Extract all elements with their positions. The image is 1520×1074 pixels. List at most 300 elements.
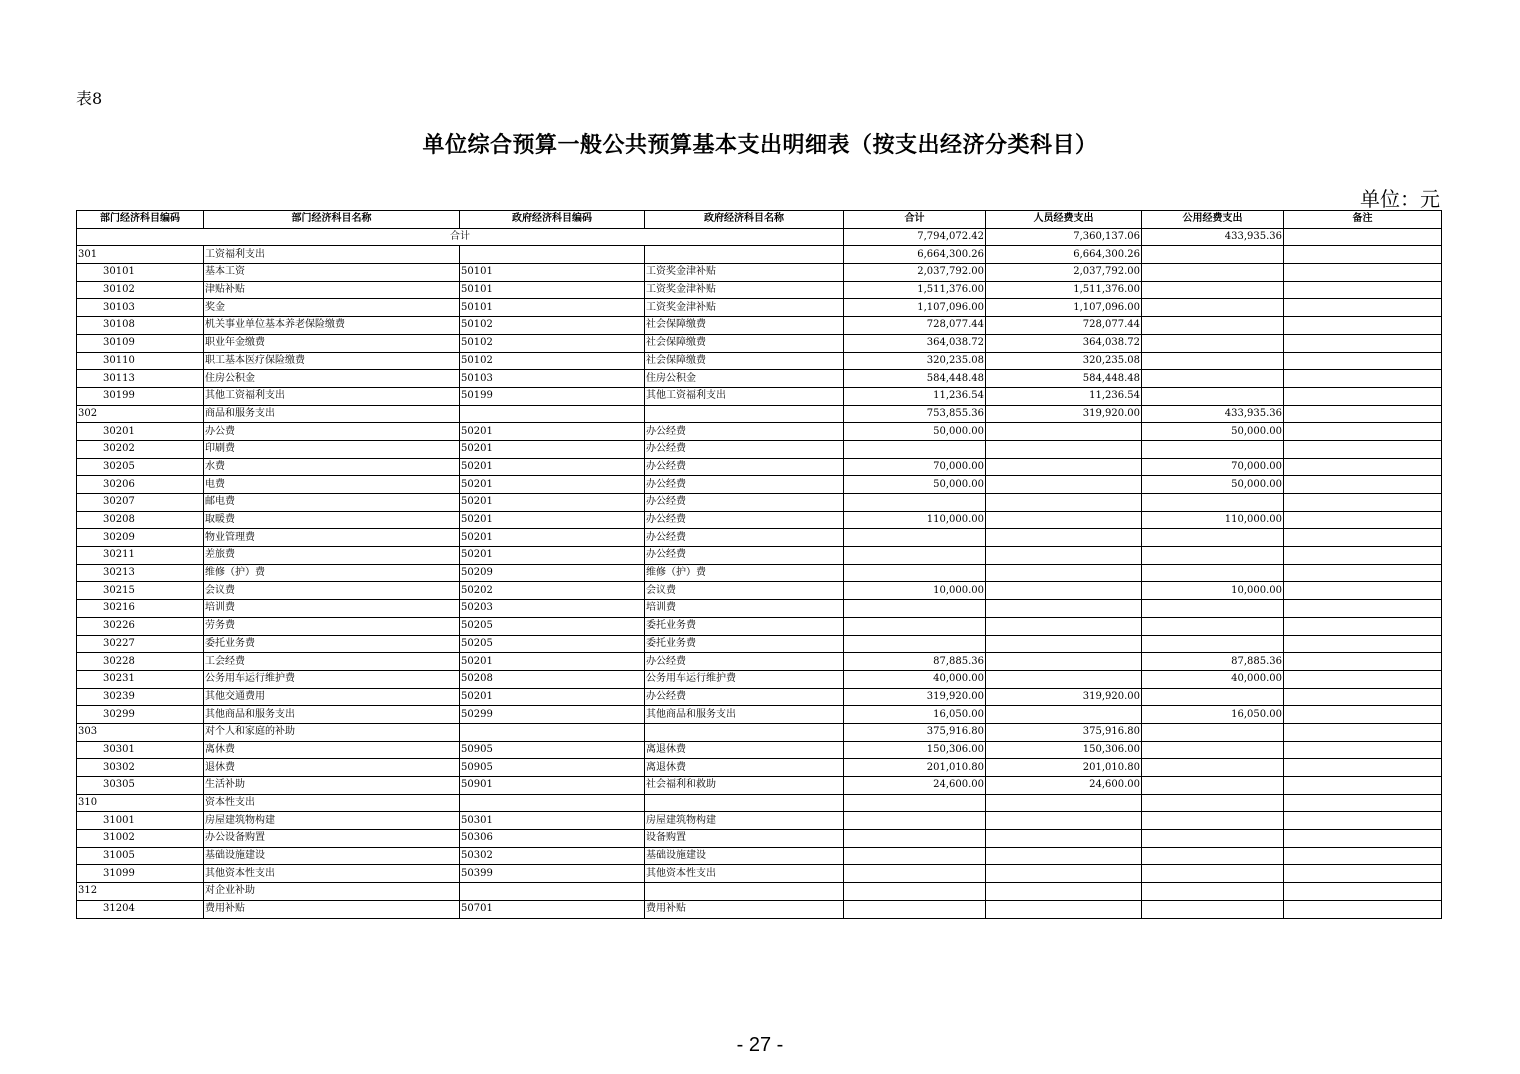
cell-public — [1142, 900, 1284, 918]
table-row — [77, 865, 1442, 883]
cell-gov-code: 50201 — [460, 511, 645, 529]
cell-note — [1284, 777, 1442, 795]
cell-gov-code: 50199 — [460, 387, 645, 405]
cell-gov-name: 房屋建筑物构建 — [645, 812, 844, 830]
cell-personnel — [986, 476, 1142, 494]
table-row — [77, 883, 1442, 901]
cell-gov-code — [460, 246, 645, 264]
cell-dept-code: 30231 — [77, 670, 204, 688]
cell-dept-code: 30239 — [77, 688, 204, 706]
cell-public — [1142, 635, 1284, 653]
cell-note — [1284, 723, 1442, 741]
cell-gov-code: 50701 — [460, 900, 645, 918]
cell-dept-code: 30208 — [77, 511, 204, 529]
cell-note — [1284, 812, 1442, 830]
cell-gov-name: 会议费 — [645, 582, 844, 600]
cell-public: 10,000.00 — [1142, 582, 1284, 600]
cell-dept-code: 30102 — [77, 281, 204, 299]
cell-public: 50,000.00 — [1142, 423, 1284, 441]
cell-total: 6,664,300.26 — [844, 246, 986, 264]
cell-dept-name: 退休费 — [204, 759, 460, 777]
cell-note — [1284, 670, 1442, 688]
cell-public — [1142, 547, 1284, 565]
cell-public — [1142, 723, 1284, 741]
cell-dept-code: 30108 — [77, 317, 204, 335]
cell-total: 40,000.00 — [844, 670, 986, 688]
cell-note — [1284, 423, 1442, 441]
cell-public — [1142, 299, 1284, 317]
cell-personnel: 320,235.08 — [986, 352, 1142, 370]
cell-dept-code: 31204 — [77, 900, 204, 918]
cell-dept-name: 费用补贴 — [204, 900, 460, 918]
cell-dept-code: 30209 — [77, 529, 204, 547]
table-row — [77, 458, 1442, 476]
table-row — [77, 423, 1442, 441]
table-row — [77, 281, 1442, 299]
cell-total: 110,000.00 — [844, 511, 986, 529]
cell-gov-name — [645, 246, 844, 264]
table-row — [77, 440, 1442, 458]
cell-personnel — [986, 635, 1142, 653]
cell-total — [844, 847, 986, 865]
cell-personnel: 319,920.00 — [986, 688, 1142, 706]
cell-note — [1284, 281, 1442, 299]
cell-note — [1284, 494, 1442, 512]
cell-dept-code: 302 — [77, 405, 204, 423]
cell-public — [1142, 741, 1284, 759]
page-number: - 27 - — [736, 1034, 784, 1056]
cell-personnel — [986, 812, 1142, 830]
cell-dept-code: 31099 — [77, 865, 204, 883]
cell-gov-code: 50201 — [460, 440, 645, 458]
cell-gov-name: 其他资本性支出 — [645, 865, 844, 883]
cell-dept-name: 劳务费 — [204, 617, 460, 635]
table-row — [77, 688, 1442, 706]
cell-personnel: 728,077.44 — [986, 317, 1142, 335]
cell-note — [1284, 529, 1442, 547]
cell-personnel — [986, 582, 1142, 600]
cell-dept-code: 30207 — [77, 494, 204, 512]
cell-total: 753,855.36 — [844, 405, 986, 423]
cell-public — [1142, 246, 1284, 264]
cell-total — [844, 494, 986, 512]
table-row — [77, 476, 1442, 494]
cell-note — [1284, 688, 1442, 706]
cell-note — [1284, 706, 1442, 724]
cell-gov-code: 50905 — [460, 741, 645, 759]
table-row — [77, 582, 1442, 600]
cell-dept-code: 31001 — [77, 812, 204, 830]
cell-gov-name: 办公经费 — [645, 547, 844, 565]
cell-note — [1284, 334, 1442, 352]
cell-dept-name: 电费 — [204, 476, 460, 494]
cell-total: 319,920.00 — [844, 688, 986, 706]
cell-gov-code: 50306 — [460, 830, 645, 848]
table-row — [77, 246, 1442, 264]
cell-total: 87,885.36 — [844, 653, 986, 671]
budget-table — [76, 210, 1442, 919]
cell-dept-name: 其他商品和服务支出 — [204, 706, 460, 724]
cell-personnel — [986, 600, 1142, 618]
cell-gov-code — [460, 405, 645, 423]
cell-gov-code: 50301 — [460, 812, 645, 830]
cell-note — [1284, 511, 1442, 529]
cell-public: 87,885.36 — [1142, 653, 1284, 671]
cell-public — [1142, 688, 1284, 706]
cell-dept-name: 其他资本性支出 — [204, 865, 460, 883]
cell-dept-name: 机关事业单位基本养老保险缴费 — [204, 317, 460, 335]
cell-dept-code: 31002 — [77, 830, 204, 848]
cell-personnel — [986, 706, 1142, 724]
cell-public — [1142, 759, 1284, 777]
cell-gov-name: 工资奖金津补贴 — [645, 264, 844, 282]
cell-gov-code: 50209 — [460, 564, 645, 582]
cell-gov-name: 社会保障缴费 — [645, 352, 844, 370]
cell-gov-name: 办公经费 — [645, 529, 844, 547]
cell-dept-code: 310 — [77, 794, 204, 812]
cell-gov-code: 50102 — [460, 317, 645, 335]
cell-personnel — [986, 564, 1142, 582]
cell-personnel — [986, 883, 1142, 901]
cell-dept-name: 对企业补助 — [204, 883, 460, 901]
cell-gov-name: 办公经费 — [645, 688, 844, 706]
cell-public: 16,050.00 — [1142, 706, 1284, 724]
cell-total: 11,236.54 — [844, 387, 986, 405]
cell-dept-name: 基本工资 — [204, 264, 460, 282]
table-row — [77, 670, 1442, 688]
cell-dept-code: 30226 — [77, 617, 204, 635]
cell-dept-name: 资本性支出 — [204, 794, 460, 812]
cell-note — [1284, 582, 1442, 600]
cell-note — [1284, 635, 1442, 653]
cell-personnel: 375,916.80 — [986, 723, 1142, 741]
cell-gov-code — [460, 794, 645, 812]
table-row — [77, 564, 1442, 582]
cell-gov-name: 办公经费 — [645, 423, 844, 441]
cell-dept-code: 30103 — [77, 299, 204, 317]
cell-gov-code: 50208 — [460, 670, 645, 688]
cell-gov-code: 50205 — [460, 617, 645, 635]
cell-personnel — [986, 494, 1142, 512]
cell-note — [1284, 246, 1442, 264]
cell-dept-code: 30215 — [77, 582, 204, 600]
cell-gov-name: 办公经费 — [645, 440, 844, 458]
cell-dept-name: 其他交通费用 — [204, 688, 460, 706]
cell-gov-name: 其他工资福利支出 — [645, 387, 844, 405]
cell-dept-name: 职业年金缴费 — [204, 334, 460, 352]
cell-dept-code: 30211 — [77, 547, 204, 565]
cell-gov-code: 50302 — [460, 847, 645, 865]
cell-dept-name: 维修（护）费 — [204, 564, 460, 582]
cell-note — [1284, 564, 1442, 582]
col-header-dept-name: 部门经济科目名称 — [204, 211, 460, 229]
cell-gov-name: 社会保障缴费 — [645, 317, 844, 335]
cell-total — [844, 617, 986, 635]
cell-gov-code: 50201 — [460, 458, 645, 476]
cell-public — [1142, 812, 1284, 830]
cell-gov-code: 50201 — [460, 653, 645, 671]
cell-dept-code: 30110 — [77, 352, 204, 370]
cell-personnel — [986, 440, 1142, 458]
cell-note — [1284, 900, 1442, 918]
cell-total — [844, 812, 986, 830]
cell-dept-name: 工会经费 — [204, 653, 460, 671]
cell-public — [1142, 847, 1284, 865]
cell-total: 10,000.00 — [844, 582, 986, 600]
cell-gov-name: 维修（护）费 — [645, 564, 844, 582]
cell-dept-code: 301 — [77, 246, 204, 264]
cell-total: 16,050.00 — [844, 706, 986, 724]
cell-gov-code: 50205 — [460, 635, 645, 653]
cell-gov-code: 50101 — [460, 299, 645, 317]
cell-dept-code: 30302 — [77, 759, 204, 777]
table-row — [77, 723, 1442, 741]
cell-personnel — [986, 830, 1142, 848]
cell-gov-name: 设备购置 — [645, 830, 844, 848]
cell-total: 375,916.80 — [844, 723, 986, 741]
cell-dept-code: 30305 — [77, 777, 204, 795]
cell-dept-name: 对个人和家庭的补助 — [204, 723, 460, 741]
cell-gov-code: 50201 — [460, 688, 645, 706]
cell-gov-name — [645, 883, 844, 901]
table-row — [77, 847, 1442, 865]
cell-personnel — [986, 423, 1142, 441]
total-public: 433,935.36 — [1142, 228, 1284, 246]
cell-dept-name: 会议费 — [204, 582, 460, 600]
cell-note — [1284, 440, 1442, 458]
cell-total: 150,306.00 — [844, 741, 986, 759]
cell-dept-code: 30109 — [77, 334, 204, 352]
col-header-personnel: 人员经费支出 — [986, 211, 1142, 229]
cell-total — [844, 830, 986, 848]
cell-gov-name: 公务用车运行维护费 — [645, 670, 844, 688]
cell-personnel — [986, 529, 1142, 547]
cell-personnel: 201,010.80 — [986, 759, 1142, 777]
cell-personnel: 364,038.72 — [986, 334, 1142, 352]
cell-dept-name: 奖金 — [204, 299, 460, 317]
cell-gov-code: 50201 — [460, 476, 645, 494]
cell-gov-name: 办公经费 — [645, 653, 844, 671]
cell-gov-name: 培训费 — [645, 600, 844, 618]
table-row — [77, 706, 1442, 724]
cell-dept-name: 职工基本医疗保险缴费 — [204, 352, 460, 370]
cell-dept-name: 办公设备购置 — [204, 830, 460, 848]
total-label: 合计 — [77, 228, 844, 246]
cell-note — [1284, 830, 1442, 848]
cell-dept-code: 31005 — [77, 847, 204, 865]
cell-personnel — [986, 847, 1142, 865]
cell-personnel: 6,664,300.26 — [986, 246, 1142, 264]
table-row — [77, 547, 1442, 565]
cell-public — [1142, 370, 1284, 388]
cell-dept-code: 30202 — [77, 440, 204, 458]
cell-gov-code: 50101 — [460, 264, 645, 282]
cell-total: 320,235.08 — [844, 352, 986, 370]
cell-personnel: 584,448.48 — [986, 370, 1142, 388]
cell-gov-name: 社会福利和救助 — [645, 777, 844, 795]
cell-public: 110,000.00 — [1142, 511, 1284, 529]
cell-public: 40,000.00 — [1142, 670, 1284, 688]
cell-dept-name: 培训费 — [204, 600, 460, 618]
cell-gov-code: 50399 — [460, 865, 645, 883]
cell-personnel: 319,920.00 — [986, 405, 1142, 423]
table-row — [77, 794, 1442, 812]
cell-total: 50,000.00 — [844, 423, 986, 441]
cell-note — [1284, 264, 1442, 282]
cell-dept-name: 基础设施建设 — [204, 847, 460, 865]
cell-dept-code: 30113 — [77, 370, 204, 388]
table-row — [77, 352, 1442, 370]
table-row — [77, 617, 1442, 635]
header-row — [77, 211, 1442, 229]
cell-gov-code — [460, 883, 645, 901]
cell-personnel — [986, 458, 1142, 476]
cell-public — [1142, 777, 1284, 795]
cell-personnel — [986, 617, 1142, 635]
cell-dept-name: 其他工资福利支出 — [204, 387, 460, 405]
cell-dept-name: 津贴补贴 — [204, 281, 460, 299]
cell-gov-name: 委托业务费 — [645, 617, 844, 635]
cell-public — [1142, 317, 1284, 335]
cell-public — [1142, 281, 1284, 299]
cell-note — [1284, 653, 1442, 671]
cell-public — [1142, 600, 1284, 618]
cell-gov-name: 离退休费 — [645, 741, 844, 759]
cell-personnel — [986, 670, 1142, 688]
table-row — [77, 405, 1442, 423]
cell-dept-code: 30227 — [77, 635, 204, 653]
cell-public — [1142, 352, 1284, 370]
cell-total: 50,000.00 — [844, 476, 986, 494]
cell-gov-code: 50201 — [460, 547, 645, 565]
cell-personnel: 11,236.54 — [986, 387, 1142, 405]
cell-total: 364,038.72 — [844, 334, 986, 352]
table-row — [77, 334, 1442, 352]
table-row — [77, 494, 1442, 512]
cell-public — [1142, 387, 1284, 405]
cell-gov-name: 工资奖金津补贴 — [645, 299, 844, 317]
table-row — [77, 812, 1442, 830]
cell-personnel — [986, 511, 1142, 529]
cell-gov-code: 50102 — [460, 334, 645, 352]
cell-gov-name — [645, 723, 844, 741]
cell-note — [1284, 387, 1442, 405]
cell-dept-code: 30201 — [77, 423, 204, 441]
cell-dept-name: 离休费 — [204, 741, 460, 759]
cell-dept-name: 房屋建筑物构建 — [204, 812, 460, 830]
cell-total — [844, 529, 986, 547]
cell-note — [1284, 847, 1442, 865]
table-row — [77, 317, 1442, 335]
cell-total: 201,010.80 — [844, 759, 986, 777]
cell-public — [1142, 494, 1284, 512]
cell-note — [1284, 759, 1442, 777]
cell-gov-name: 办公经费 — [645, 458, 844, 476]
cell-total: 70,000.00 — [844, 458, 986, 476]
total-note — [1284, 228, 1442, 246]
cell-dept-code: 30205 — [77, 458, 204, 476]
cell-gov-code: 50201 — [460, 494, 645, 512]
unit-label: 单位：元 — [1360, 187, 1440, 211]
cell-note — [1284, 299, 1442, 317]
cell-gov-name: 离退休费 — [645, 759, 844, 777]
cell-public: 433,935.36 — [1142, 405, 1284, 423]
cell-gov-name: 办公经费 — [645, 511, 844, 529]
cell-public — [1142, 440, 1284, 458]
cell-total — [844, 883, 986, 901]
cell-dept-name: 取暖费 — [204, 511, 460, 529]
col-header-public: 公用经费支出 — [1142, 211, 1284, 229]
cell-personnel — [986, 900, 1142, 918]
cell-total — [844, 440, 986, 458]
table-row — [77, 370, 1442, 388]
cell-dept-name: 水费 — [204, 458, 460, 476]
total-row — [77, 228, 1442, 246]
cell-total — [844, 794, 986, 812]
cell-personnel — [986, 865, 1142, 883]
cell-dept-name: 物业管理费 — [204, 529, 460, 547]
cell-public: 70,000.00 — [1142, 458, 1284, 476]
cell-gov-name: 费用补贴 — [645, 900, 844, 918]
cell-dept-code: 303 — [77, 723, 204, 741]
cell-gov-name: 住房公积金 — [645, 370, 844, 388]
cell-gov-name — [645, 405, 844, 423]
cell-dept-name: 工资福利支出 — [204, 246, 460, 264]
cell-dept-name: 公务用车运行维护费 — [204, 670, 460, 688]
cell-dept-code: 30213 — [77, 564, 204, 582]
table-row — [77, 830, 1442, 848]
cell-personnel — [986, 547, 1142, 565]
cell-note — [1284, 317, 1442, 335]
cell-gov-code — [460, 723, 645, 741]
page-title: 单位综合预算一般公共预算基本支出明细表（按支出经济分类科目） — [422, 132, 1098, 158]
table-row — [77, 600, 1442, 618]
cell-personnel: 24,600.00 — [986, 777, 1142, 795]
table-row — [77, 264, 1442, 282]
cell-note — [1284, 741, 1442, 759]
cell-total: 584,448.48 — [844, 370, 986, 388]
cell-gov-name: 其他商品和服务支出 — [645, 706, 844, 724]
cell-note — [1284, 883, 1442, 901]
table-row — [77, 511, 1442, 529]
cell-dept-name: 生活补助 — [204, 777, 460, 795]
cell-dept-name: 印刷费 — [204, 440, 460, 458]
cell-personnel: 1,511,376.00 — [986, 281, 1142, 299]
cell-note — [1284, 370, 1442, 388]
table-row — [77, 900, 1442, 918]
table-row — [77, 529, 1442, 547]
cell-gov-name: 基础设施建设 — [645, 847, 844, 865]
cell-note — [1284, 617, 1442, 635]
cell-public — [1142, 617, 1284, 635]
cell-dept-code: 30206 — [77, 476, 204, 494]
total-personnel: 7,360,137.06 — [986, 228, 1142, 246]
cell-public — [1142, 264, 1284, 282]
table-number: 表8 — [76, 89, 103, 108]
cell-dept-code: 30216 — [77, 600, 204, 618]
cell-personnel — [986, 653, 1142, 671]
cell-public — [1142, 865, 1284, 883]
cell-dept-code: 30228 — [77, 653, 204, 671]
cell-note — [1284, 600, 1442, 618]
cell-gov-code: 50203 — [460, 600, 645, 618]
table-row — [77, 777, 1442, 795]
table-row — [77, 299, 1442, 317]
cell-dept-code: 30199 — [77, 387, 204, 405]
cell-gov-code: 50202 — [460, 582, 645, 600]
col-header-total: 合计 — [844, 211, 986, 229]
cell-total: 728,077.44 — [844, 317, 986, 335]
